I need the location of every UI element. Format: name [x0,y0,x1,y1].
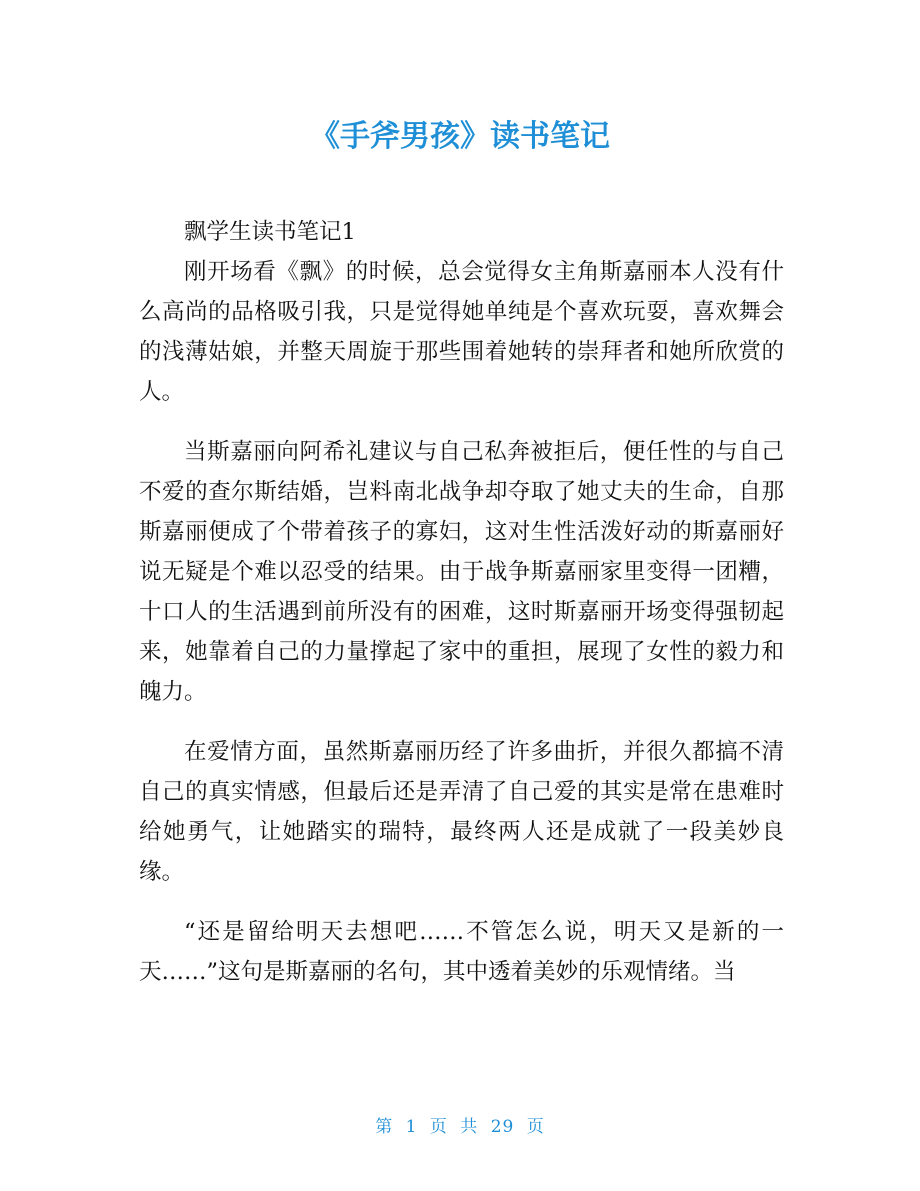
footer-label-page-unit: 页 [429,1117,448,1137]
document-body [139,212,784,1012]
paragraph-2: 当斯嘉丽向阿希礼建议与自己私奔被拒后，便任性的与自己不爱的查尔斯结婚，岂料南北战争却夺取了她丈夫的生命，自那斯嘉丽便成了个带着孩子的寡妇，这对生性活泼好动的斯嘉丽好说无疑是个难以忍受的结果。由于战争斯嘉丽家里变得一团糟，十口人的生活遇到前所没有的困难，这时斯嘉丽开场变得强韧起来，她靠着自己的力量撑起了家中的重担，展现了女性的毅力和魄力。 [139,439,784,705]
footer-label-total-unit: 页 [526,1117,545,1137]
paragraph-3: 在爱情方面，虽然斯嘉丽历经了许多曲折，并很久都搞不清自己的真实情感，但最后还是弄清了自己爱的其实是常在患难时给她勇气，让她踏实的瑞特，最终两人还是成就了一段美妙良缘。 [139,739,784,885]
footer-label-total: 共 [460,1117,479,1137]
document-title: 《手斧男孩》读书笔记 [310,119,610,154]
footer-current-page: 1 [405,1117,418,1137]
footer-label-page: 第 [375,1117,394,1137]
paragraph-4: “还是留给明天去想吧……不管怎么说，明天又是新的一天……”这句是斯嘉丽的名句，其中透着美妙的乐观情绪。当 [139,919,784,985]
section-heading: 飘学生读书笔记1 [184,219,356,245]
page-footer [0,1112,920,1137]
paragraph-1: 刚开场看《飘》的时候，总会觉得女主角斯嘉丽本人没有什么高尚的品格吸引我，只是觉得她单纯是个喜欢玩耍，喜欢舞会的浅薄姑娘，并整天周旋于那些围着她转的崇拜者和她所欣赏的人。 [139,259,784,405]
footer-total-pages: 29 [490,1117,515,1137]
